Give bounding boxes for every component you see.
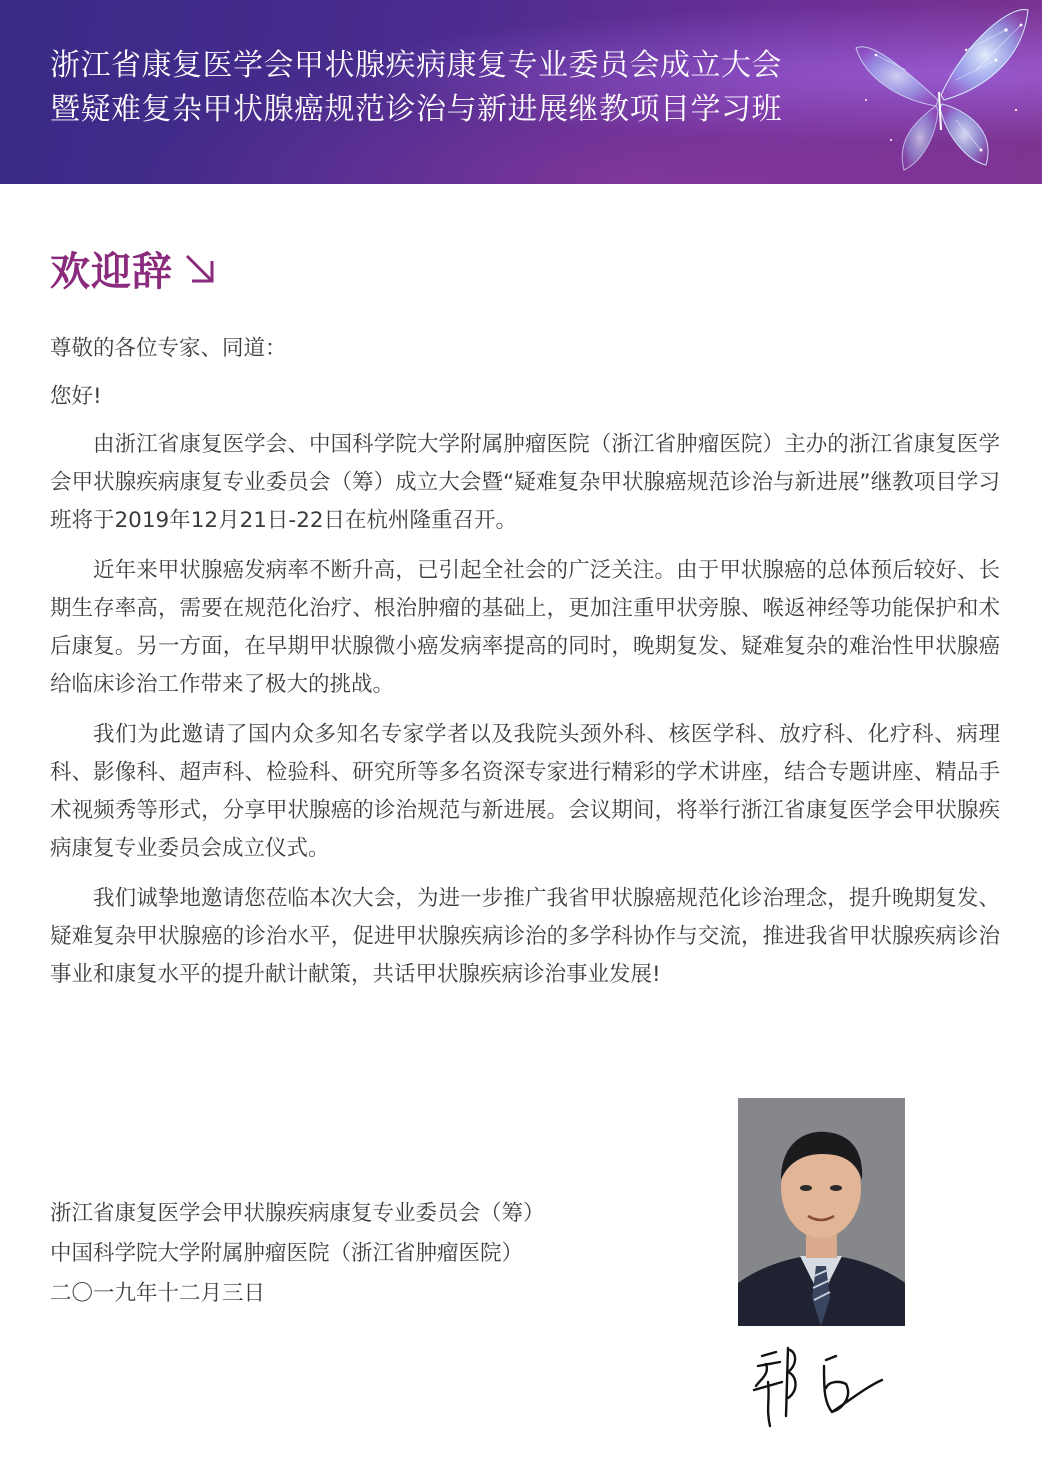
letter-paragraph: 我们为此邀请了国内众多知名专家学者以及我院头颈外科、核医学科、放疗科、化疗科、病理科、影像科、超声科、检验科、研究所等多名资深专家进行精彩的学术讲座，结合专题讲座、精品手术视频秀等形式，分享甲状腺癌的诊治规范与新进展。会议期间，将举行浙江省康复医学会甲状腺疾病康复专业委员会成立仪式。: [50, 722, 1000, 861]
letter-greeting: 尊敬的各位专家、同道：: [50, 336, 287, 361]
banner-title: [50, 44, 782, 132]
letter-paragraph: 近年来甲状腺癌发病率不断升高，已引起全社会的广泛关注。由于甲状腺癌的总体预后较好、长期生存率高，需要在规范化治疗、根治肿瘤的基础上，更加注重甲状旁腺、喉返神经等功能保护和术后康复。另一方面，在早期甲状腺微小癌发病率提高的同时，晚期复发、疑难复杂的难治性甲状腺癌给临床诊治工作带来了极大的挑战。: [50, 558, 1000, 697]
letter-hello: 您好!: [50, 384, 102, 409]
banner-title-line-1: 浙江省康复医学会甲状腺疾病康复专业委员会成立大会: [50, 48, 782, 83]
welcome-heading-text: 欢迎辞: [50, 248, 173, 295]
portrait-photo: [738, 1098, 905, 1326]
letter-paragraph: 由浙江省康复医学会、中国科学院大学附属肿瘤医院（浙江省肿瘤医院）主办的浙江省康复医学会甲状腺疾病康复专业委员会（筹）成立大会暨“疑难复杂甲状腺癌规范诊治与新进展”继教项目学习班将于2019年12月21日-22日在杭州隆重召开。: [50, 432, 1000, 533]
letter-body: [50, 330, 1000, 1006]
signoff-date: 二〇一九年十二月三日: [50, 1281, 266, 1306]
signoff: [50, 1194, 545, 1314]
banner-title-line-2: 暨疑难复杂甲状腺癌规范诊治与新进展继教项目学习班: [50, 92, 782, 127]
arrow-down-right-icon: [183, 252, 217, 286]
butterfly-icon: [846, 0, 1036, 184]
letter-paragraph: 我们诚挚地邀请您莅临本次大会，为进一步推广我省甲状腺癌规范化诊治理念，提升晚期复发、疑难复杂甲状腺癌的诊治水平，促进甲状腺疾病诊治的多学科协作与交流，推进我省甲状腺疾病诊治事业和康复水平的提升献计献策，共话甲状腺疾病诊治事业发展!: [50, 886, 1000, 987]
handwritten-signature: [740, 1336, 890, 1436]
signoff-org-1: 浙江省康复医学会甲状腺疾病康复专业委员会（筹）: [50, 1201, 545, 1226]
header-banner: [0, 0, 1042, 184]
welcome-heading: [50, 240, 217, 297]
signoff-org-2: 中国科学院大学附属肿瘤医院（浙江省肿瘤医院）: [50, 1241, 524, 1266]
